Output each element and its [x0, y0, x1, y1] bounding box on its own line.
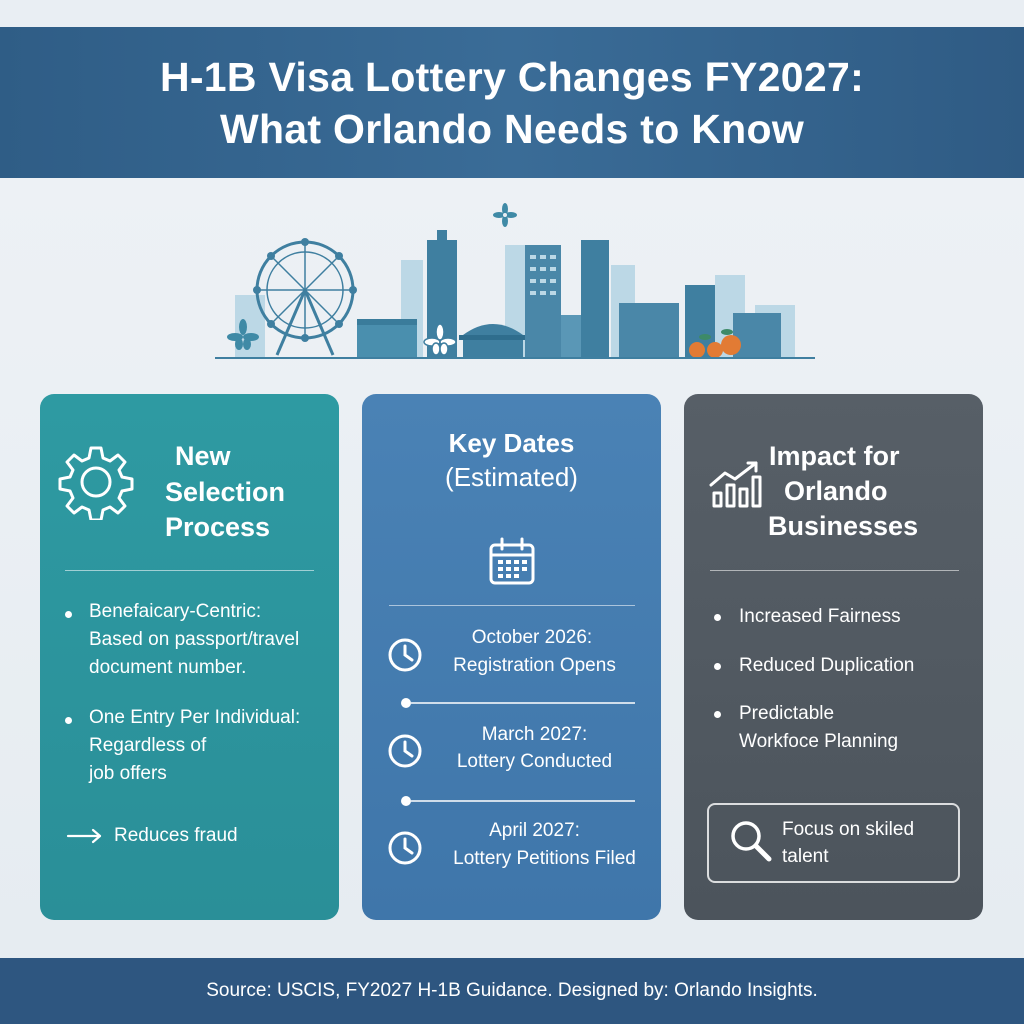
bullet-dot: [714, 663, 721, 670]
bullet-dot: [714, 711, 721, 718]
dates-heading-line-2: (Estimated): [445, 462, 578, 492]
bullet-dot: [65, 611, 72, 618]
event-3-date: April 2027:: [489, 820, 580, 841]
selection-heading-line-1: New: [175, 441, 231, 471]
event-1-date: October 2026:: [471, 627, 593, 648]
footer-source: Source: USCIS, FY2027 H-1B Guidance. Designed by: Orlando Insights.: [206, 980, 818, 1001]
event-3-label: Lottery Petitions Filed: [453, 848, 636, 869]
gear-icon: [58, 444, 134, 520]
selection-heading-line-3: Process: [165, 512, 271, 542]
impact-heading-line-2: Orlando: [784, 476, 888, 506]
selection-bullet-2-line-1: One Entry Per Individual:: [89, 707, 301, 728]
dates-heading-line-1: Key Dates: [448, 428, 575, 458]
selection-bullet-2-line-3: job offers: [89, 763, 167, 784]
impact-bullet-3-line-2: Workfoce Planning: [739, 731, 899, 752]
event-2-date: March 2027:: [481, 724, 588, 745]
search-icon: [729, 819, 773, 863]
bullet-dot: [65, 717, 72, 724]
timeline-dot: [401, 796, 411, 806]
key-dates-card: [362, 394, 661, 920]
header-banner: [0, 27, 1024, 178]
page-title-line-2: What Orlando Needs to Know: [219, 105, 805, 152]
event-1-label: Registration Opens: [453, 655, 616, 676]
page-title-line-1: H-1B Visa Lottery Changes FY2027:: [159, 53, 865, 100]
selection-bullet-2-line-2: Regardless of: [89, 735, 207, 756]
focus-callout: [707, 803, 960, 883]
card-divider: [710, 570, 959, 571]
selection-bullet-1-line-2: Based on passport/travel: [89, 629, 300, 650]
orlando-skyline-illustration: [215, 195, 815, 370]
calendar-icon: [488, 537, 536, 587]
selection-bullet-1-line-1: Benefaicary-Centric:: [89, 601, 262, 622]
card-divider: [65, 570, 314, 571]
selection-bullet-1-line-3: document number.: [89, 657, 247, 678]
selection-heading-line-2: Selection: [165, 477, 286, 507]
focus-line-2: talent: [782, 846, 829, 867]
impact-bullet-1: Increased Fairness: [739, 606, 901, 627]
footer-bar: [0, 958, 1024, 1024]
impact-bullet-2: Reduced Duplication: [739, 655, 915, 676]
timeline-line: [411, 702, 635, 704]
selection-process-card: [40, 394, 339, 920]
impact-heading-line-1: Impact for: [769, 441, 900, 471]
event-2-label: Lottery Conducted: [456, 751, 613, 772]
impact-card: [684, 394, 983, 920]
arrow-right-icon: [66, 828, 104, 844]
focus-line-1: Focus on skiled: [782, 819, 915, 840]
impact-bullet-3-line-1: Predictable: [739, 703, 835, 724]
card-divider: [389, 605, 635, 606]
impact-heading-line-3: Businesses: [768, 511, 919, 541]
selection-arrow-note: Reduces fraud: [114, 825, 238, 846]
timeline-line: [411, 800, 635, 802]
bullet-dot: [714, 614, 721, 621]
growth-chart-icon: [708, 459, 766, 509]
timeline-dot: [401, 698, 411, 708]
